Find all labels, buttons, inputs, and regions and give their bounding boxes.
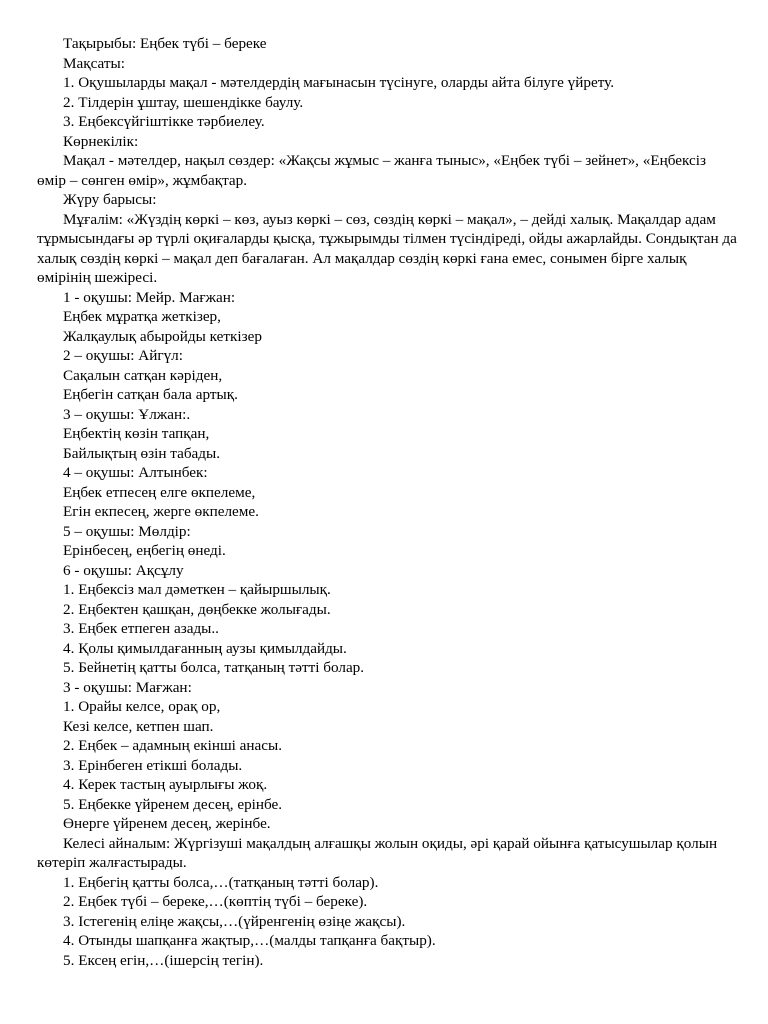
- student-line: 3. Еңбек етпеген азады..: [63, 620, 219, 637]
- topic-line: Тақырыбы: Еңбек түбі – береке: [63, 35, 267, 52]
- student-line: 3. Ерінбеген етікші болады.: [63, 756, 243, 774]
- goal-item: 1. Оқушыларды мақал - мәтелдердің мағынасын түсінуге, оларды айта білуге үйрету.: [63, 74, 615, 91]
- student-lines: [37, 288, 737, 834]
- student-line: Байлықтың өзін табады.: [63, 444, 221, 462]
- visuals-heading: Көрнекілік:: [63, 132, 139, 150]
- student-line: Сақалын сатқан кәріден,: [63, 366, 223, 384]
- student-line: Егін екпесең, жерге өкпелеме.: [63, 503, 259, 520]
- student-line: 5. Еңбекке үйренем десең, ерінбе.: [63, 795, 283, 813]
- student-line: Еңбек мұратқа жеткізер,: [63, 308, 221, 325]
- student-line: 3 - оқушы: Мағжан:: [63, 678, 192, 696]
- student-line: 5 – оқушы: Мөлдір:: [63, 522, 191, 540]
- student-line: 6 - оқушы: Ақсұлу: [63, 561, 184, 579]
- student-line: 4. Қолы қимылдағанның аузы қимылдайды.: [63, 639, 347, 657]
- goal-item: 2. Тілдерін ұштау, шешендікке баулу.: [63, 93, 304, 111]
- student-line: Еңбегін сатқан бала артық.: [63, 386, 238, 403]
- game-paragraph: Келесі айналым: Жүргізуші мақалдың алғашқы жолын оқиды, әрі қарай ойынға қатысушылар қолын көтеріп жалғастырады.: [37, 834, 718, 871]
- game-item: 3. Істегенің еліңе жақсы,…(үйренгенің өзіңе жақсы).: [63, 912, 406, 930]
- student-line: 3 – оқушы: Ұлжан:.: [63, 405, 191, 423]
- student-line: Еңбек етпесең елге өкпелеме,: [63, 483, 256, 501]
- goal-item: 3. Еңбексүйгіштікке тәрбиелеу.: [63, 113, 265, 130]
- student-line: 1. Орайы келсе, орақ ор,: [63, 698, 221, 715]
- student-line: Жалқаулық абыройды кеткізер: [63, 327, 262, 345]
- student-line: 2. Еңбектен қашқан, дөңбекке жолығады.: [63, 600, 331, 618]
- game-item: 5. Ексең егін,…(ішерсің тегін).: [63, 951, 264, 969]
- course-heading: Жүру барысы:: [63, 191, 157, 208]
- student-line: 4 – оқушы: Алтынбек:: [63, 464, 208, 481]
- teacher-paragraph: Мұғалім: «Жүздің көркі – көз, ауыз көркі – сөз, сөздің көркі – мақал», – дейді халық. Мақалдар адам тұрмысындағы әр түрлі оқиғаларды қысқа, тұжырымды тілмен түсіндіреді, ойды ажарлайды. Сондықтан да халық сөздің көркі – мақал деп бағалаған. Ал мақалдар сөздің көркі ғана емес, сонымен бірге халық өмірінің шежіресі.: [37, 210, 737, 286]
- game-item: 4. Отынды шапқанға жақтыр,…(малды тапқанға бақтыр).: [63, 932, 436, 949]
- student-line: 2 – оқушы: Айгүл:: [63, 347, 183, 364]
- student-line: Кезі келсе, кетпен шап.: [63, 717, 214, 735]
- student-line: 5. Бейнетің қатты болса, татқаның тәтті болар.: [63, 659, 365, 676]
- visuals-paragraph: Мақал - мәтелдер, нақыл сөздер: «Жақсы жұмыс – жанға тыныс», «Еңбек түбі – зейнет», «Еңбексіз өмір – сөнген өмір», жұмбақтар.: [37, 152, 706, 189]
- game-item: 2. Еңбек түбі – береке,…(көптің түбі – береке).: [63, 893, 368, 910]
- student-line: Еңбектің көзін тапқан,: [63, 425, 210, 442]
- document-page: [37, 34, 737, 970]
- student-line: 1. Еңбексіз мал дәметкен – қайыршылық.: [63, 581, 331, 598]
- student-line: 1 - оқушы: Мейр. Мағжан:: [63, 288, 236, 306]
- student-line: Өнерге үйренем десең, жерінбе.: [63, 815, 271, 832]
- game-item: 1. Еңбегің қатты болса,…(татқаның тәтті болар).: [63, 873, 379, 891]
- game-items: [37, 873, 737, 971]
- goals-heading: Мақсаты:: [63, 54, 125, 72]
- student-line: 2. Еңбек – адамның екінші анасы.: [63, 737, 283, 754]
- student-line: Ерінбесең, еңбегің өнеді.: [63, 542, 226, 559]
- student-line: 4. Керек тастың ауырлығы жоқ.: [63, 776, 268, 793]
